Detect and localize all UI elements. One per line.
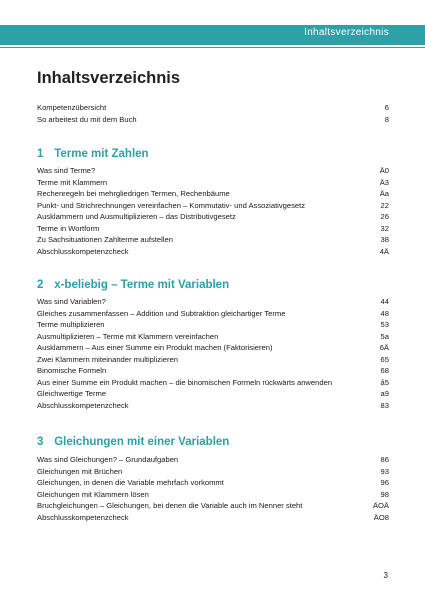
toc-entry[interactable] [37,377,389,389]
toc-entry[interactable] [37,234,389,246]
toc-entry-page: 38 [380,235,389,244]
toc-entry-page: 5a [380,331,389,341]
toc-entry-page: ÄO8 [373,512,389,522]
toc-entry-title: Was sind Gleichungen? – Grundaufgaben [37,455,179,464]
chapter-1-list [37,165,389,257]
toc-entry-page: 48 [380,308,389,318]
toc-entry-page: 6 [384,103,389,112]
toc-entry-title: Gleichungen mit Brüchen [37,466,123,476]
toc-entry-page: Äa [379,189,389,198]
toc-entry-title: Bruchgleichungen – Gleichungen, bei denen die Variable auch im Nenner steht [37,501,303,510]
toc-entry-page: ÄOÄ [372,501,389,510]
toc-entry[interactable] [37,489,389,501]
toc-entry-page: 83 [380,400,389,410]
toc-entry[interactable] [37,319,389,331]
toc-entry[interactable] [37,354,389,366]
toc-entry[interactable] [37,388,389,400]
toc-entry-page: a9 [380,389,389,398]
toc-entry[interactable] [37,296,389,308]
toc-entry-title: Ausklammern – Aus einer Summe ein Produkt machen (Faktorisieren) [37,343,273,352]
toc-entry[interactable] [37,331,389,343]
toc-entry[interactable] [37,500,389,512]
toc-entry-page: 65 [380,354,389,364]
toc-entry-title: Punkt- und Strichrechnungen vereinfachen – Kommutativ- und Assoziativgesetz [37,200,306,210]
chapter-3-list [37,454,389,523]
toc-entry-page: 4Ä [379,246,389,256]
toc-entry-title: Abschlusskompetenzcheck [37,246,129,256]
toc-entry-title: Was sind Variablen? [37,297,106,306]
toc-entry-title: Ausmultiplizieren – Terme mit Klammern vereinfachen [37,331,219,341]
toc-entry[interactable] [37,223,389,235]
toc-entry-page: 96 [380,478,389,487]
toc-entry[interactable] [37,102,389,114]
chapter-number: 3 [37,436,44,448]
toc-entry-page: 26 [380,212,389,221]
toc-entry[interactable] [37,308,389,320]
toc-entry-title: Gleichungen, in denen die Variable mehrfach vorkommt [37,478,224,487]
toc-entry[interactable] [37,114,389,126]
toc-entry[interactable] [37,477,389,489]
chapter-number: 2 [37,279,44,291]
toc-entry-page: Ä3 [379,177,389,187]
chapter-title: Gleichungen mit einer Variablen [54,436,230,448]
toc-entry[interactable] [37,200,389,212]
toc-entry-title: Ausklammern und Ausmultiplizieren – das Distributivgesetz [37,212,236,221]
toc-entry-title: Gleiches zusammenfassen – Addition und Subtraktion gleichartiger Terme [37,308,286,318]
chapter-title: Terme mit Zahlen [54,148,149,160]
running-header-title: Inhaltsverzeichnis [304,27,389,38]
chapter-heading-3[interactable] [37,436,229,448]
toc-entry-page: 86 [380,455,389,464]
toc-entry[interactable] [37,188,389,200]
toc-entry-page: 68 [380,366,389,375]
toc-entry[interactable] [37,177,389,189]
toc-entry-title: Terme multiplizieren [37,320,105,329]
toc-entry-page: 98 [380,489,389,499]
page-number: 3 [383,571,388,580]
toc-entry[interactable] [37,365,389,377]
toc-entry-title: Abschlusskompetenzcheck [37,512,129,522]
toc-entry[interactable] [37,512,389,524]
chapter-heading-1[interactable] [37,148,149,160]
toc-entry-title: So arbeitest du mit dem Buch [37,114,137,124]
toc-entry-title: Terme in Wortform [37,223,100,233]
toc-entry-page: 93 [380,466,389,476]
toc-entry-title: Aus einer Summe ein Produkt machen – die binomischen Formeln rückwärts anwenden [37,377,333,387]
toc-entry[interactable] [37,400,389,412]
toc-entry[interactable] [37,211,389,223]
toc-entry-title: Was sind Terme? [37,166,96,175]
header-divider [0,47,425,48]
toc-entry-page: 44 [380,297,389,306]
toc-entry-page: 22 [380,200,389,210]
toc-entry[interactable] [37,165,389,177]
running-header-bar [0,25,425,45]
chapter-number: 1 [37,148,44,160]
toc-entry-page: 8 [384,114,389,124]
intro-list [37,102,389,125]
toc-entry-page: Ä0 [379,166,389,175]
toc-entry-title: Terme mit Klammern [37,177,108,187]
toc-entry-title: Rechenregeln bei mehrgliedrigen Termen, Rechenbäume [37,189,230,198]
toc-entry[interactable] [37,246,389,258]
page-title: Inhaltsverzeichnis [37,69,181,87]
chapter-heading-2[interactable] [37,279,229,291]
chapter-title: x-beliebig – Terme mit Variablen [54,279,230,291]
toc-entry-page: 6Ä [379,343,389,352]
toc-entry-page: 53 [380,320,389,329]
toc-entry-title: Zwei Klammern miteinander multiplizieren [37,354,178,364]
toc-entry-title: Abschlusskompetenzcheck [37,400,129,410]
toc-entry-page: 32 [380,223,389,233]
toc-entry-page: å5 [380,377,389,387]
toc-entry[interactable] [37,454,389,466]
chapter-2-list [37,296,389,411]
toc-entry-title: Zu Sachsituationen Zahlterme aufstellen [37,235,173,244]
toc-entry[interactable] [37,466,389,478]
toc-entry-title: Gleichungen mit Klammern lösen [37,489,149,499]
toc-entry-title: Gleichwertige Terme [37,389,107,398]
toc-entry-title: Kompetenzübersicht [37,103,107,112]
toc-entry-title: Binomische Formeln [37,366,107,375]
toc-entry[interactable] [37,342,389,354]
